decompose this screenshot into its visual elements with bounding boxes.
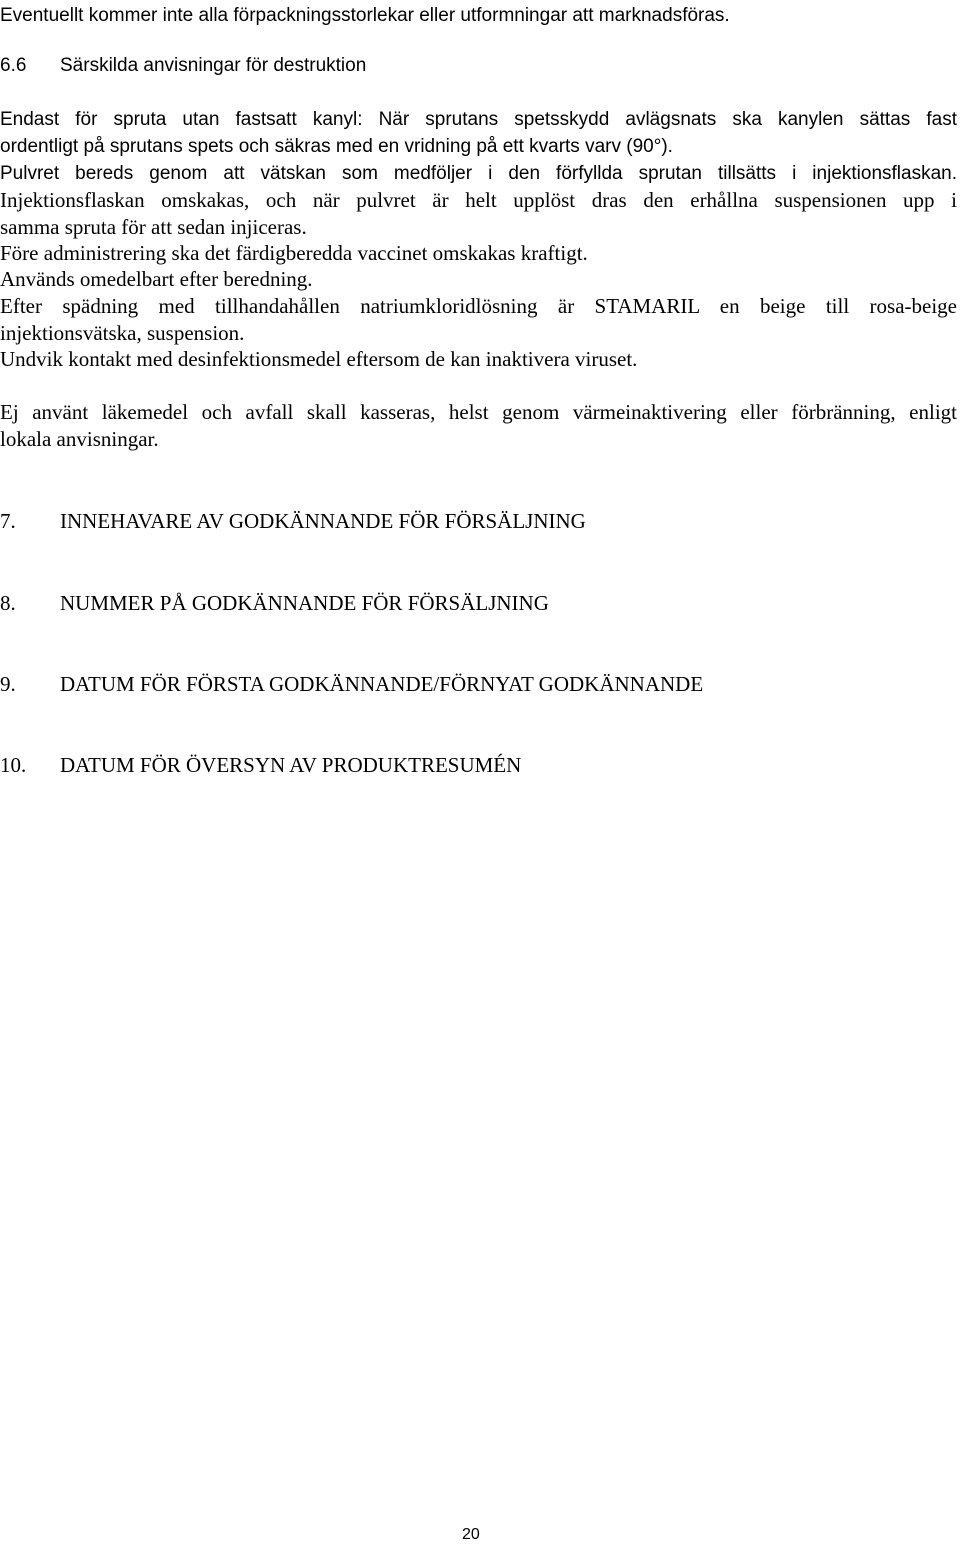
section-8-heading bbox=[0, 590, 549, 617]
paragraph-use-immediately bbox=[0, 266, 957, 293]
section-6-6-heading bbox=[0, 52, 366, 79]
packaging-note bbox=[0, 2, 957, 29]
section-6-6-number: 6.6 bbox=[0, 55, 27, 76]
paragraph-shake-vial bbox=[0, 187, 957, 241]
paragraph-line: Före administrering ska det färdigberedda vaccinet omskakas kraftigt. bbox=[0, 241, 588, 265]
paragraph-line: Endast för spruta utan fastsatt kanyl: När sprutans spetsskydd avlägsnats ska kanylen sättas fast bbox=[0, 109, 957, 130]
paragraph-line: Efter spädning med tillhandahållen natriumkloridlösning är STAMARIL en beige till rosa-beige bbox=[0, 294, 957, 318]
section-number: 10. bbox=[0, 753, 27, 777]
section-title: DATUM FÖR FÖRSTA GODKÄNNANDE/FÖRNYAT GODKÄNNANDE bbox=[60, 672, 704, 696]
section-title: NUMMER PÅ GODKÄNNANDE FÖR FÖRSÄLJNING bbox=[60, 591, 549, 615]
section-title: DATUM FÖR ÖVERSYN AV PRODUKTRESUMÉN bbox=[60, 753, 522, 777]
paragraph-line: ordentligt på sprutans spets och säkras med en vridning på ett kvarts varv (90°). bbox=[0, 136, 673, 157]
paragraph-reconstitution bbox=[0, 160, 957, 187]
paragraph-line: Undvik kontakt med desinfektionsmedel eftersom de kan inaktivera viruset. bbox=[0, 347, 638, 371]
paragraph-line: lokala anvisningar. bbox=[0, 427, 159, 451]
packaging-note-text: Eventuellt kommer inte alla förpackningsstorlekar eller utformningar att marknadsföras. bbox=[0, 5, 730, 26]
paragraph-line: Ej använt läkemedel och avfall skall kasseras, helst genom värmeinaktivering eller förbränning, enligt bbox=[0, 400, 957, 424]
section-6-6-title: Särskilda anvisningar för destruktion bbox=[60, 55, 367, 76]
paragraph-disposal bbox=[0, 399, 957, 453]
section-7-heading bbox=[0, 508, 586, 535]
section-9-heading bbox=[0, 671, 703, 698]
paragraph-avoid-disinfectants bbox=[0, 346, 957, 373]
paragraph-needle-instructions bbox=[0, 106, 957, 160]
section-title: INNEHAVARE AV GODKÄNNANDE FÖR FÖRSÄLJNING bbox=[60, 509, 586, 533]
section-number: 9. bbox=[0, 672, 16, 696]
paragraph-line: injektionsvätska, suspension. bbox=[0, 321, 245, 345]
paragraph-line: samma spruta för att sedan injiceras. bbox=[0, 215, 307, 239]
section-number: 7. bbox=[0, 509, 16, 533]
section-number: 8. bbox=[0, 591, 16, 615]
paragraph-line: Pulvret bereds genom att vätskan som medföljer i den förfyllda sprutan tillsätts i injektionsflaskan. bbox=[0, 163, 957, 184]
paragraph-shake-before-admin bbox=[0, 240, 957, 267]
paragraph-line: Injektionsflaskan omskakas, och när pulvret är helt upplöst dras den erhållna suspensionen upp i bbox=[0, 188, 957, 212]
page-number: 20 bbox=[462, 1526, 480, 1543]
section-10-heading bbox=[0, 752, 521, 779]
paragraph-appearance bbox=[0, 293, 957, 347]
paragraph-line: Används omedelbart efter beredning. bbox=[0, 267, 313, 291]
